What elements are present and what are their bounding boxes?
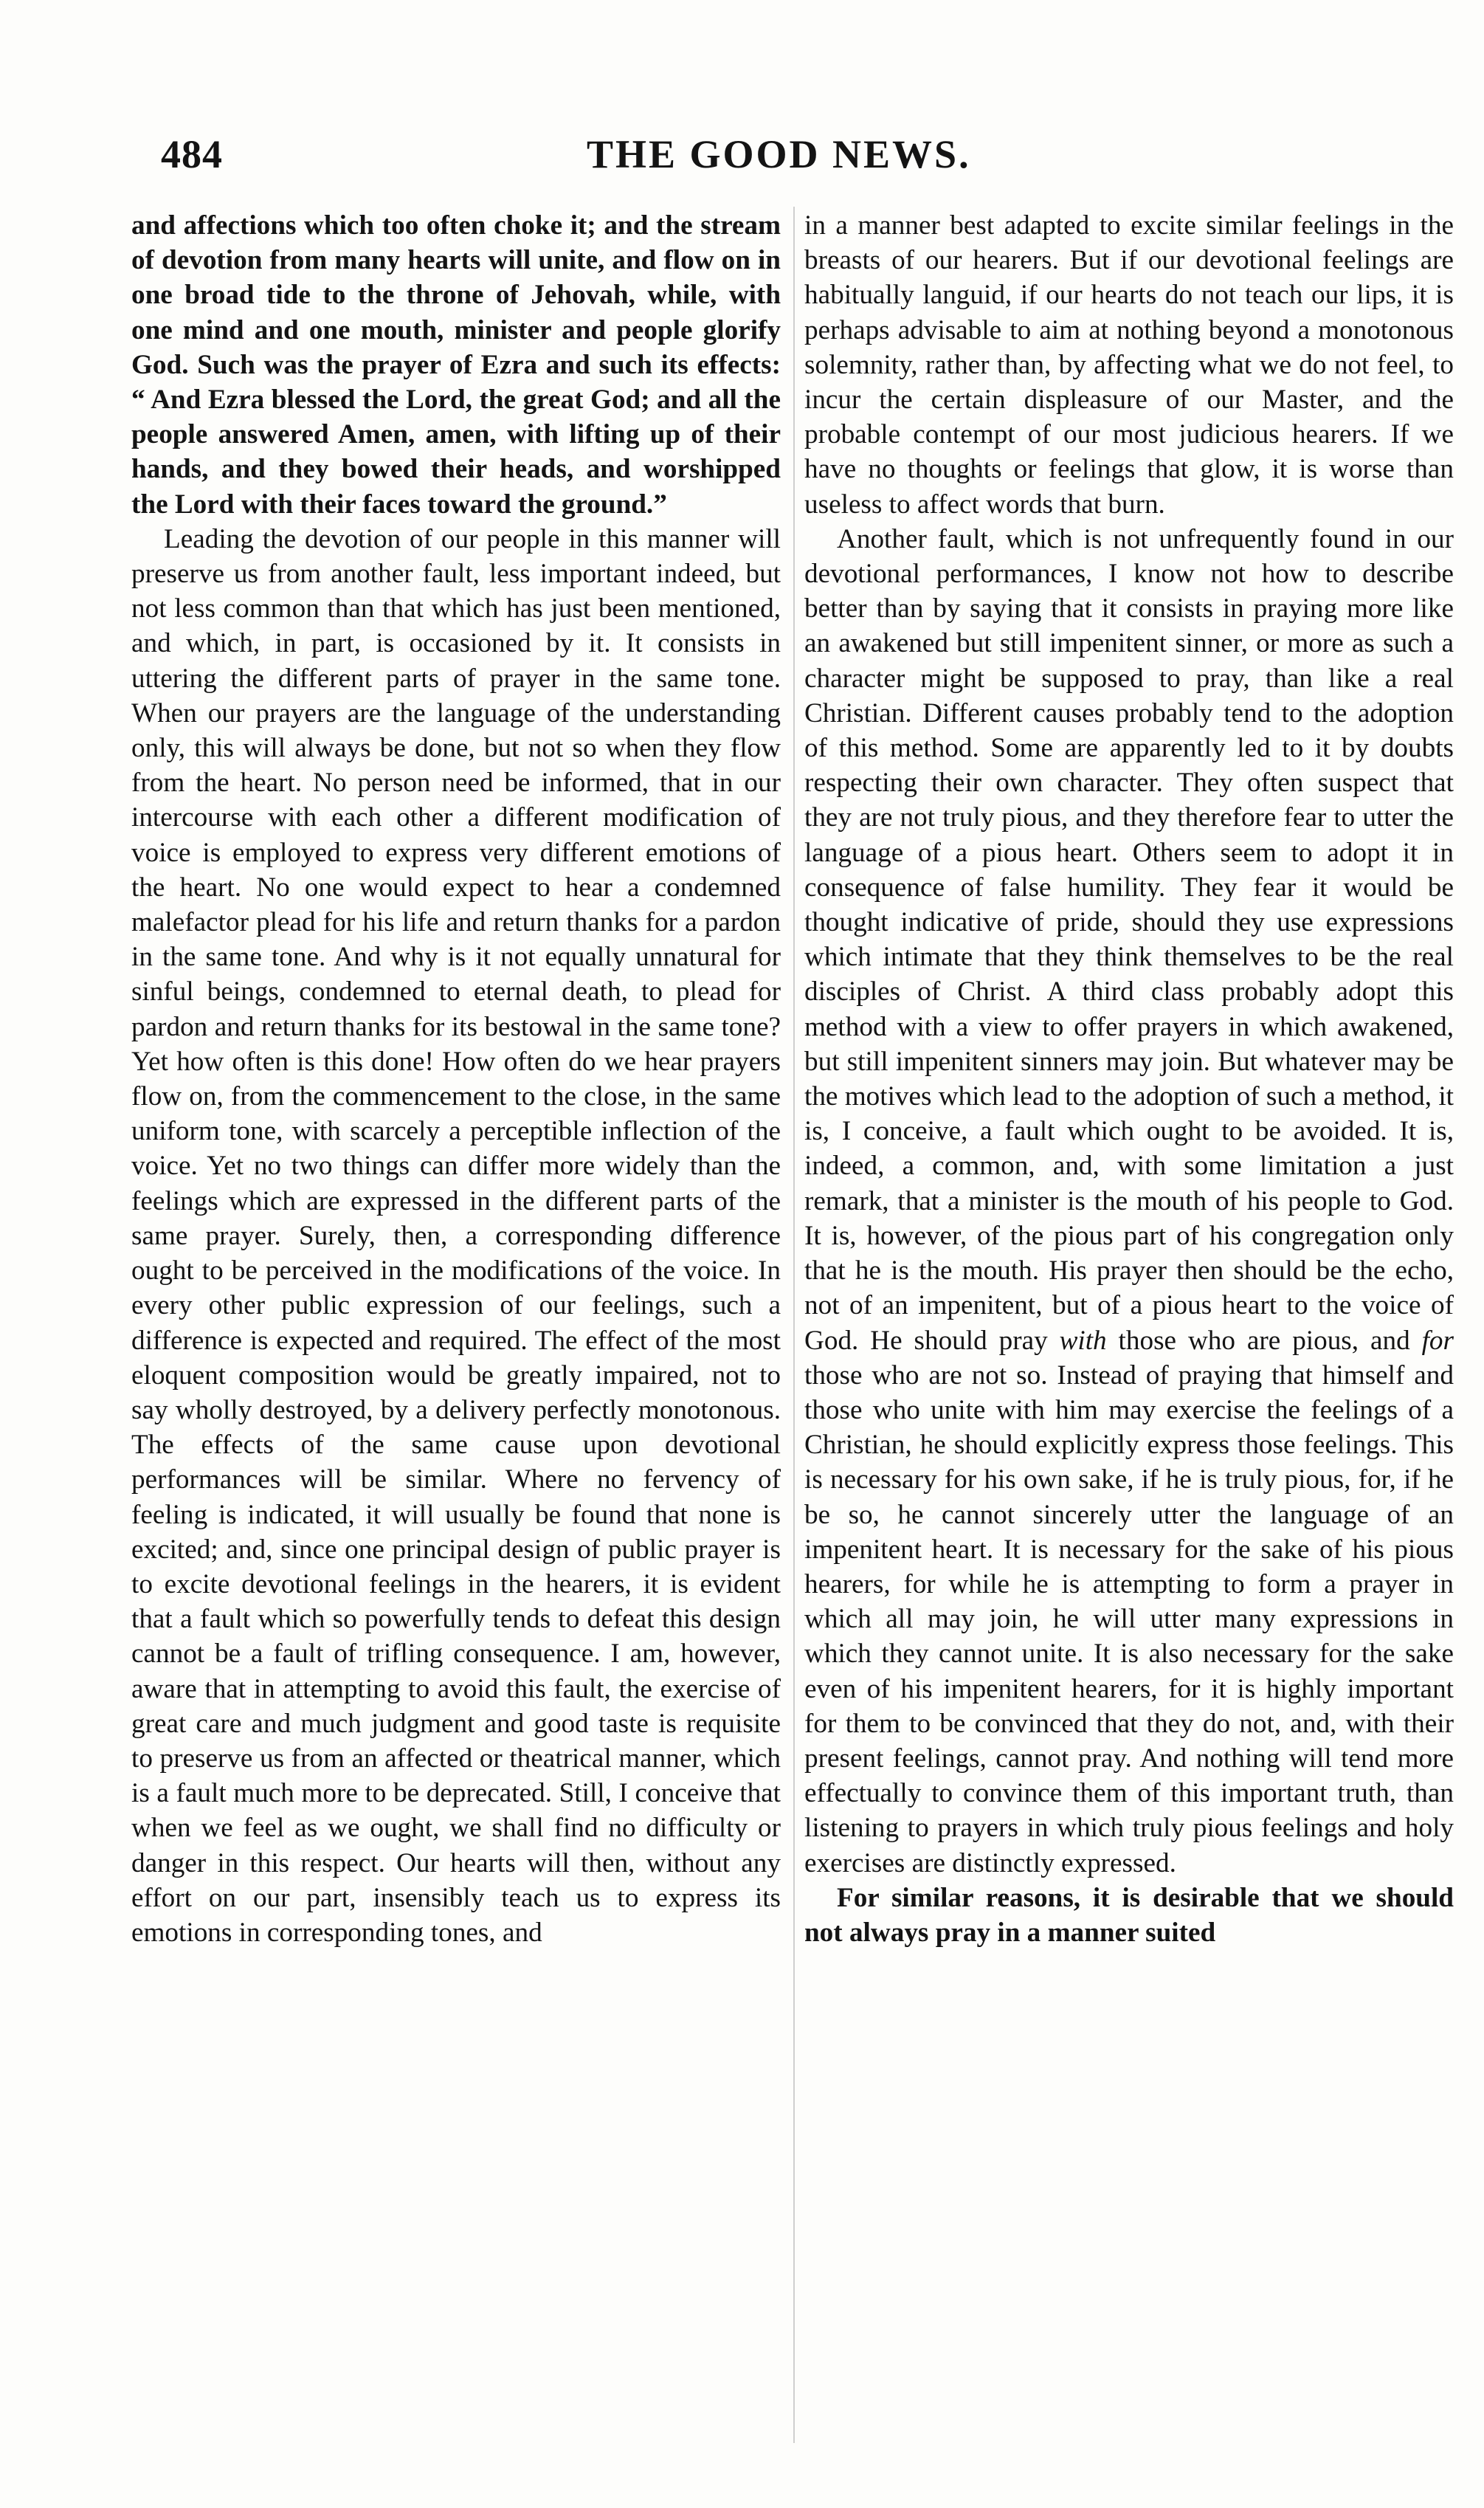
running-title: THE GOOD NEWS.	[587, 132, 971, 176]
left-paragraph-2: Leading the devotion of our people in this manner will preserve us from another fault, less important indeed, but not less common than that which has just been mentioned, and which, in part, is occasioned by it. It consists in uttering the different parts of prayer in the same tone. When our prayers are the language of the understanding only, this will always be done, but not so when they flow from the heart. No person need be informed, that in our intercourse with each other a different modification of voice is employed to express very different emotions of the heart. No one would expect to hear a condemned malefactor plead for his life and return thanks for a pardon in the same tone. And why is it not equally unnatural for sinful beings, condemned to eternal death, to plead for pardon and return thanks for its bestowal in the same tone? Yet how often is this done! How often do we hear prayers flow on, from the commencement to the close, in the same uniform tone, with scarcely a perceptible inflection of the voice. Yet no two things can differ more widely than the feelings which are expressed in the different parts of the same prayer. Surely, then, a corresponding difference ought to be perceived in the modifications of the voice. In every other public expression of our feelings, such a difference is expected and required. The effect of the most eloquent composition would be greatly impaired, not to say wholly destroyed, by a delivery perfectly monotonous. The effects of the same cause upon devotional performances will be similar. Where no fervency of feeling is indicated, it will usually be found that none is excited; and, since one principal design of public prayer is to excite devotional feelings in the hearers, it is evident that a fault which so powerfully tends to defeat this design cannot be a fault of trifling consequence. I am, however, aware that in attempting to avoid this fault, the exercise of great care and much judgment and good taste is requisite to preserve us from an affected or theatrical manner, which is a fault much more to be deprecated. Still, I conceive that when we feel as we ought, we shall find no difficulty or danger in this respect. Our hearts will then, without any effort on our part, insensibly teach us to express its emotions in corresponding tones, and	[131, 523, 781, 1948]
page-number: 484	[161, 132, 223, 176]
left-paragraph-1: and affections which too often choke it; and the stream of devotion from many hearts will unite, and flow on in one broad tide to the throne of Jehovah, while, with one mind and one mouth, minister and people glorify God. Such was the prayer of Ezra and such its effects: “ And Ezra blessed the Lord, the great God; and all the people answered Amen, amen, with lifting up of their hands, and they bowed their heads, and worshipped the Lord with their faces toward the ground.”	[131, 210, 781, 520]
emphasis-for: for	[1421, 1325, 1454, 1356]
right-paragraph-2	[804, 522, 1454, 1881]
emphasis-with: with	[1059, 1325, 1107, 1356]
right-paragraph-2-part-a: Another fault, which is not unfrequently found in our devotional performances, I know not how to describe better than by saying that it consists in praying more like an awakened but still impenitent sinner, or more as such a character might be supposed to pray, than like a real Christian. Different causes probably tend to the adoption of this method. Some are apparently led to it by doubts respecting their own character. They often suspect that they are not truly pious, and they therefore fear to utter the language of a pious heart. Others seem to adopt it in consequence of false humility. They fear it would be thought indicative of pride, should they use expressions which intimate that they think themselves to be the real disciples of Christ. A third class probably adopt this method with a view to offer prayers in which awakened, but still impenitent sinners may join. But whatever may be the motives which lead to the adoption of such a method, it is, I conceive, a fault which ought to be avoided. It is, indeed, a common, and, with some limitation a just remark, that a minister is the mouth of his people to God. It is, however, of the pious part of his congregation only that he is the mouth. His prayer then should be the echo, not of an impenitent, but of a pious heart to the voice of God. He should pray	[804, 523, 1454, 1356]
right-column	[804, 208, 1454, 1950]
page-header	[125, 131, 1484, 190]
right-paragraph-3: For similar reasons, it is desirable that we should not always pray in a manner suited	[804, 1882, 1454, 1948]
column-divider	[793, 207, 795, 2443]
right-paragraph-1: in a manner best adapted to excite similar feelings in the breasts of our hearers. But if our devotional feelings are habitually languid, if our hearts do not teach our lips, it is perhaps advisable to aim at nothing beyond a monotonous solemnity, rather than, by affecting what we do not feel, to incur the certain displeasure of our Master, and the probable contempt of our most judicious hearers. If we have no thoughts or feelings that glow, it is worse than useless to affect words that burn.	[804, 210, 1454, 520]
right-paragraph-2-part-b: those who are pious, and	[1106, 1325, 1422, 1356]
right-paragraph-2-part-c: those who are not so. Instead of praying that himself and those who unite with him may exercise the feelings of a Christian, he should explicitly express those feelings. This is necessary for his own sake, if he is truly pious, for, if he be so, he cannot sincerely utter the language of an impenitent heart. It is necessary for the sake of his pious hearers, for while he is attempting to form a prayer in which all may join, he will utter many expressions in which they cannot unite. It is also necessary for the sake even of his impenitent hearers, for it is highly important for them to be convinced that they do not, and, with their present feelings, cannot pray. And nothing will tend more effectually to convince them of this important truth, than listening to prayers in which truly pious feelings and holy exercises are distinctly expressed.	[804, 1360, 1454, 1878]
left-column	[131, 208, 781, 1950]
